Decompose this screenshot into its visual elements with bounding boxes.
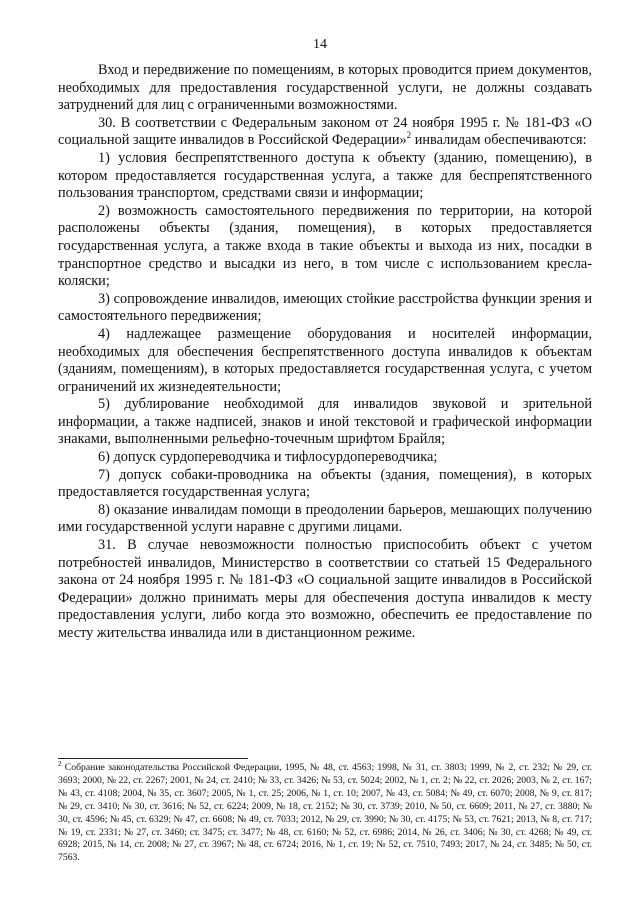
paragraph-30-text: 30. В соответствии с Федеральным законом от 24 ноября 1995 г. № 181-ФЗ «О социальной защите инвалидов в Российской Федерации» — [58, 114, 592, 149]
list-item-6: 6) допуск сурдопереводчика и тифлосурдопереводчика; — [98, 449, 438, 466]
list-item-3: 3) сопровождение инвалидов, имеющих стойкие расстройства функции зрения и самостоятельного передвижения; — [58, 290, 592, 325]
paragraph-30 — [58, 115, 592, 150]
list-item-4: 4) надлежащее размещение оборудования и носителей информации, необходимых для обеспечения беспрепятственного доступа инвалидов к объектам (зданиям, помещениям), в которых предоставляется государственная услуга, с учетом ограничений их жизнедеятельности; — [58, 325, 592, 395]
footnote-text: Собрание законодательства Российской Федерации, 1995, № 48, ст. 4563; 1998, № 31, ст. 3803; 1999, № 2, ст. 232; № 29, ст. 3693; 2000, № 22, ст. 2267; 2001, № 24, ст. 2410; № 33, ст. 3426; № 53, ст. 5024; 2002, № 1, ст. 2; № 22, ст. 2026; 2003, № 2, ст. 167; № 43, ст. 4108; 2004, № 35, ст. 3607; 2005, № 1, ст. 25; 2006, № 1, ст. 10; 2007, № 43, ст. 5084; № 49, ст. 6070; 2008, № 9, ст. 817; № 29, ст. 3410; № 30, ст. 3616; № 52, ст. 6224; 2009, № 18, ст. 2152; № 30, ст. 3739; 2010, № 50, ст. 6609; 2011, № 27, ст. 3880; № 30, ст. 4596; № 45, ст. 6329; № 47, ст. 6608; № 49, ст. 7033; 2012, № 29, ст. 3990; № 30, ст. 4175; № 53, ст. 7621; 2013, № 8, ст. 717; № 19, ст. 2331; № 27, ст. 3460; ст. 3475; ст. 3477; № 48, ст. 6160; № 52, ст. 6986; 2014, № 26, ст. 3406; № 30, ст. 4268; № 49, ст. 6928; 2015, № 14, ст. 2008; № 27, ст. 3967; № 48, ст. 6724; 2016, № 1, ст. 19; № 52, ст. 7510, 7493; 2017, № 24, ст. 3485; № 50, ст. 7563. — [58, 762, 592, 864]
list-item-5: 5) дублирование необходимой для инвалидов звуковой и зрительной информации, а также надписей, знаков и иной текстовой и графической информации знаками, выполненными рельефно-точечным шрифтом Брайля; — [58, 396, 592, 448]
list-item-7: 7) допуск собаки-проводника на объекты (здания, помещения), в которых предоставляется государственная услуга; — [58, 466, 592, 501]
list-item-1: 1) условия беспрепятственного доступа к объекту (зданию, помещению), в котором предоставляется государственная услуга, а также для беспрепятственного пользования транспортом, средствами связи и информации; — [58, 149, 592, 202]
footnote-divider — [58, 758, 248, 759]
page-number: 14 — [313, 37, 327, 52]
paragraph-31: 31. В случае невозможности полностью приспособить объект с учетом потребностей инвалидов, Министерство в соответствии со статьей 15 Федерального закона от 24 ноября 1995 г. № 181-ФЗ «О социальной защите инвалидов в Российской Федерации» должно принимать меры для обеспечения доступа инвалидов к месту предоставления услуги, либо когда это возможно, обеспечить ее предоставление по месту жительства инвалида или в дистанционном режиме. — [58, 537, 592, 641]
footnote — [58, 759, 592, 865]
document-body — [58, 62, 592, 643]
paragraph-entrance: Вход и передвижение по помещениям, в которых проводится прием документов, необходимых для предоставления государственной услуги, не должны создавать затруднений для лиц с ограниченными возможностями. — [58, 62, 592, 114]
paragraph-30-tail: инвалидам обеспечиваются: — [411, 132, 587, 149]
footnote-marker: 2 — [58, 759, 62, 768]
list-item-8: 8) оказание инвалидам помощи в преодолении барьеров, мешающих получению ими государственной услуги наравне с другими лицами. — [58, 501, 592, 536]
footnote-reference: 2 — [406, 130, 412, 141]
list-item-2: 2) возможность самостоятельного передвижения по территории, на которой расположены объекты (здания, помещения), в которых предоставляется государственная услуга, а также входа в такие объекты и выхода из них, посадки в транспортное средство и высадки из него, в том числе с использованием кресла-коляски; — [58, 202, 592, 290]
